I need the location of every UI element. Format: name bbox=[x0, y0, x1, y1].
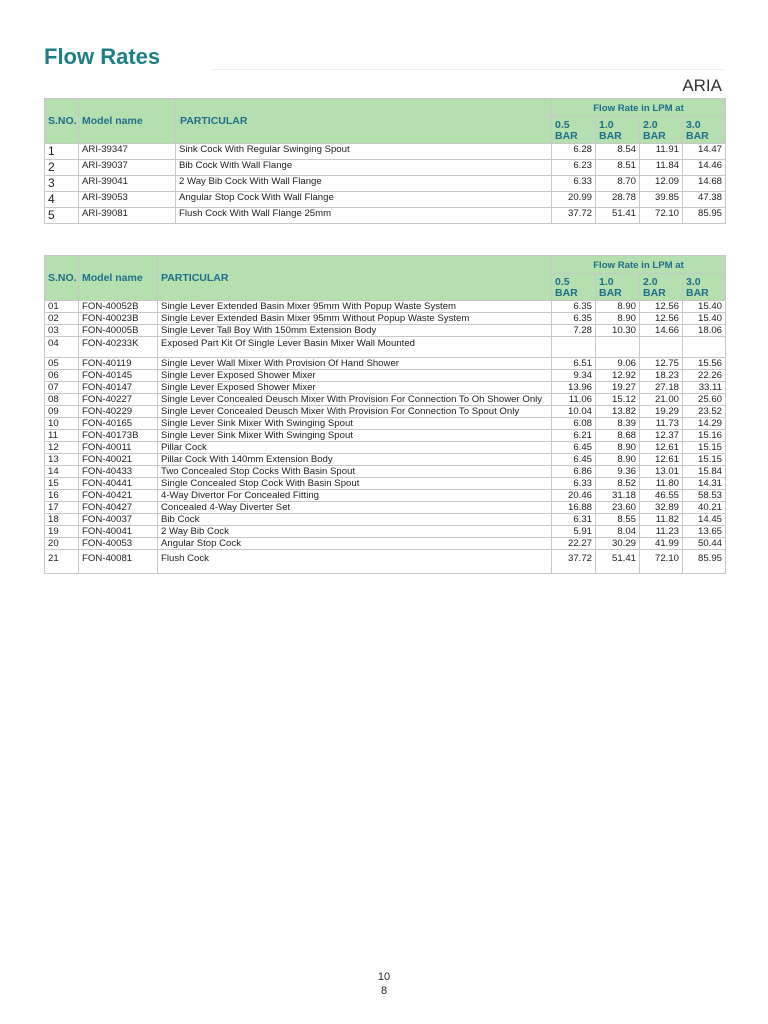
table-row bbox=[45, 430, 726, 442]
cell-flow-0-5-bar: 20.99 bbox=[552, 192, 596, 208]
cell-model-name: FON-40229 bbox=[79, 406, 158, 418]
cell-model-name: FON-40053 bbox=[79, 538, 158, 550]
cell-flow-2-0-bar: 12.56 bbox=[640, 301, 683, 313]
table-row bbox=[45, 466, 726, 478]
cell-flow-1-0-bar: 13.82 bbox=[596, 406, 640, 418]
cell-model-name: ARI-39041 bbox=[79, 176, 176, 192]
cell-model-name: FON-40052B bbox=[79, 301, 158, 313]
table-row bbox=[45, 192, 726, 208]
cell-sno: 3 bbox=[45, 176, 79, 192]
cell-sno: 1 bbox=[45, 144, 79, 160]
cell-model-name: ARI-39081 bbox=[79, 208, 176, 224]
cell-particular: Single Lever Sink Mixer With Swinging Spout bbox=[158, 430, 552, 442]
cell-flow-2-0-bar: 27.18 bbox=[640, 382, 683, 394]
cell-flow-0-5-bar: 6.23 bbox=[552, 160, 596, 176]
cell-flow-0-5-bar: 6.35 bbox=[552, 313, 596, 325]
cell-model-name: FON-40433 bbox=[79, 466, 158, 478]
header-bar-2-0: 2.0 BAR bbox=[640, 274, 683, 301]
cell-flow-0-5-bar: 6.45 bbox=[552, 442, 596, 454]
table-row bbox=[45, 502, 726, 514]
cell-flow-1-0-bar: 10.30 bbox=[596, 325, 640, 337]
cell-flow-0-5-bar: 6.21 bbox=[552, 430, 596, 442]
cell-model-name: FON-40441 bbox=[79, 478, 158, 490]
cell-flow-0-5-bar: 11.06 bbox=[552, 394, 596, 406]
cell-flow-2-0-bar: 11.84 bbox=[640, 160, 683, 176]
cell-flow-1-0-bar: 23.60 bbox=[596, 502, 640, 514]
cell-flow-2-0-bar: 21.00 bbox=[640, 394, 683, 406]
cell-flow-0-5-bar: 6.33 bbox=[552, 176, 596, 192]
header-particular: PARTICULAR bbox=[176, 99, 552, 144]
table-row bbox=[45, 358, 726, 370]
cell-flow-1-0-bar: 30.29 bbox=[596, 538, 640, 550]
cell-flow-3-0-bar: 15.15 bbox=[683, 454, 726, 466]
cell-flow-0-5-bar: 16.88 bbox=[552, 502, 596, 514]
cell-flow-2-0-bar: 72.10 bbox=[640, 208, 683, 224]
header-model-name: Model name bbox=[79, 256, 158, 301]
cell-flow-3-0-bar: 14.29 bbox=[683, 418, 726, 430]
cell-particular: Bib Cock bbox=[158, 514, 552, 526]
cell-flow-1-0-bar: 51.41 bbox=[596, 208, 640, 224]
cell-flow-3-0-bar: 22.26 bbox=[683, 370, 726, 382]
header-particular: PARTICULAR bbox=[158, 256, 552, 301]
cell-model-name: FON-40037 bbox=[79, 514, 158, 526]
cell-sno: 16 bbox=[45, 490, 79, 502]
cell-flow-3-0-bar: 47.38 bbox=[683, 192, 726, 208]
cell-flow-2-0-bar: 12.75 bbox=[640, 358, 683, 370]
cell-particular: 4-Way Divertor For Concealed Fitting bbox=[158, 490, 552, 502]
cell-flow-0-5-bar bbox=[552, 337, 596, 358]
cell-flow-3-0-bar: 14.31 bbox=[683, 478, 726, 490]
cell-flow-2-0-bar: 46.55 bbox=[640, 490, 683, 502]
table-row bbox=[45, 454, 726, 466]
cell-flow-1-0-bar bbox=[596, 337, 640, 358]
cell-flow-1-0-bar: 8.90 bbox=[596, 454, 640, 466]
cell-sno: 04 bbox=[45, 337, 79, 358]
cell-particular: Sink Cock With Regular Swinging Spout bbox=[176, 144, 552, 160]
table-row bbox=[45, 337, 726, 358]
cell-flow-1-0-bar: 15.12 bbox=[596, 394, 640, 406]
cell-flow-0-5-bar: 6.86 bbox=[552, 466, 596, 478]
table-row bbox=[45, 550, 726, 574]
cell-flow-2-0-bar: 12.61 bbox=[640, 442, 683, 454]
cell-model-name: FON-40173B bbox=[79, 430, 158, 442]
cell-sno: 20 bbox=[45, 538, 79, 550]
header-bar-0-5: 0.5 BAR bbox=[552, 274, 596, 301]
cell-sno: 08 bbox=[45, 394, 79, 406]
header-bar-2-0: 2.0 BAR bbox=[640, 117, 683, 144]
cell-flow-0-5-bar: 6.28 bbox=[552, 144, 596, 160]
cell-flow-2-0-bar: 12.56 bbox=[640, 313, 683, 325]
cell-flow-0-5-bar: 20.46 bbox=[552, 490, 596, 502]
cell-flow-3-0-bar: 85.95 bbox=[683, 208, 726, 224]
cell-flow-2-0-bar: 12.37 bbox=[640, 430, 683, 442]
cell-particular: Single Lever Sink Mixer With Swinging Spout bbox=[158, 418, 552, 430]
cell-flow-1-0-bar: 8.90 bbox=[596, 301, 640, 313]
cell-flow-0-5-bar: 6.08 bbox=[552, 418, 596, 430]
page-title: Flow Rates bbox=[44, 44, 161, 69]
cell-flow-1-0-bar: 8.51 bbox=[596, 160, 640, 176]
cell-sno: 09 bbox=[45, 406, 79, 418]
cell-flow-1-0-bar: 19.27 bbox=[596, 382, 640, 394]
cell-sno: 2 bbox=[45, 160, 79, 176]
cell-flow-0-5-bar: 6.51 bbox=[552, 358, 596, 370]
cell-flow-3-0-bar: 58.53 bbox=[683, 490, 726, 502]
cell-flow-0-5-bar: 9.34 bbox=[552, 370, 596, 382]
cell-flow-2-0-bar: 32.89 bbox=[640, 502, 683, 514]
cell-flow-2-0-bar: 72.10 bbox=[640, 550, 683, 574]
cell-flow-3-0-bar bbox=[683, 337, 726, 358]
cell-model-name: FON-40147 bbox=[79, 382, 158, 394]
cell-sno: 5 bbox=[45, 208, 79, 224]
table-row bbox=[45, 526, 726, 538]
cell-model-name: FON-40233K bbox=[79, 337, 158, 358]
cell-flow-0-5-bar: 13.96 bbox=[552, 382, 596, 394]
cell-model-name: ARI-39053 bbox=[79, 192, 176, 208]
page-number-line-1: 10 bbox=[377, 971, 391, 983]
cell-particular: Bib Cock With Wall Flange bbox=[176, 160, 552, 176]
cell-flow-3-0-bar: 85.95 bbox=[683, 550, 726, 574]
cell-flow-1-0-bar: 28.78 bbox=[596, 192, 640, 208]
header-sno: S.NO. bbox=[45, 99, 79, 144]
table-row bbox=[45, 478, 726, 490]
cell-flow-3-0-bar: 14.68 bbox=[683, 176, 726, 192]
cell-particular: Single Lever Wall Mixer With Provision Of Hand Shower bbox=[158, 358, 552, 370]
cell-flow-2-0-bar: 11.82 bbox=[640, 514, 683, 526]
cell-flow-1-0-bar: 8.54 bbox=[596, 144, 640, 160]
cell-flow-2-0-bar: 18.23 bbox=[640, 370, 683, 382]
cell-flow-1-0-bar: 8.04 bbox=[596, 526, 640, 538]
table-row bbox=[45, 176, 726, 192]
cell-sno: 13 bbox=[45, 454, 79, 466]
table-row bbox=[45, 160, 726, 176]
cell-flow-2-0-bar: 12.09 bbox=[640, 176, 683, 192]
cell-flow-1-0-bar: 8.70 bbox=[596, 176, 640, 192]
cell-flow-3-0-bar: 14.46 bbox=[683, 160, 726, 176]
cell-sno: 06 bbox=[45, 370, 79, 382]
cell-sno: 11 bbox=[45, 430, 79, 442]
header-flow-rate-group: Flow Rate in LPM at bbox=[552, 99, 726, 117]
cell-flow-3-0-bar: 15.16 bbox=[683, 430, 726, 442]
cell-particular: Pillar Cock With 140mm Extension Body bbox=[158, 454, 552, 466]
cell-flow-1-0-bar: 8.68 bbox=[596, 430, 640, 442]
cell-particular: Single Lever Extended Basin Mixer 95mm Without Popup Waste System bbox=[158, 313, 552, 325]
cell-flow-3-0-bar: 50.44 bbox=[683, 538, 726, 550]
cell-sno: 21 bbox=[45, 550, 79, 574]
cell-flow-3-0-bar: 33.11 bbox=[683, 382, 726, 394]
table-row bbox=[45, 301, 726, 313]
cell-particular: Flush Cock With Wall Flange 25mm bbox=[176, 208, 552, 224]
cell-flow-0-5-bar: 7.28 bbox=[552, 325, 596, 337]
cell-sno: 15 bbox=[45, 478, 79, 490]
cell-particular: Single Lever Extended Basin Mixer 95mm With Popup Waste System bbox=[158, 301, 552, 313]
table-row bbox=[45, 144, 726, 160]
cell-particular: Concealed 4-Way Diverter Set bbox=[158, 502, 552, 514]
cell-flow-2-0-bar: 19.29 bbox=[640, 406, 683, 418]
cell-flow-0-5-bar: 10.04 bbox=[552, 406, 596, 418]
cell-particular: Two Concealed Stop Cocks With Basin Spout bbox=[158, 466, 552, 478]
cell-sno: 03 bbox=[45, 325, 79, 337]
header-sno: S.NO. bbox=[45, 256, 79, 301]
cell-model-name: FON-40119 bbox=[79, 358, 158, 370]
cell-sno: 05 bbox=[45, 358, 79, 370]
cell-flow-1-0-bar: 31.18 bbox=[596, 490, 640, 502]
header-flow-rate-group: Flow Rate in LPM at bbox=[552, 256, 726, 274]
cell-model-name: FON-40427 bbox=[79, 502, 158, 514]
cell-particular: Flush Cock bbox=[158, 550, 552, 574]
cell-flow-1-0-bar: 8.90 bbox=[596, 313, 640, 325]
cell-flow-1-0-bar: 9.06 bbox=[596, 358, 640, 370]
cell-particular: Single Lever Exposed Shower Mixer bbox=[158, 370, 552, 382]
cell-flow-1-0-bar: 8.55 bbox=[596, 514, 640, 526]
cell-model-name: FON-40041 bbox=[79, 526, 158, 538]
table-row bbox=[45, 406, 726, 418]
cell-flow-3-0-bar: 18.06 bbox=[683, 325, 726, 337]
cell-sno: 17 bbox=[45, 502, 79, 514]
table-row bbox=[45, 442, 726, 454]
cell-flow-3-0-bar: 15.84 bbox=[683, 466, 726, 478]
cell-particular: Single Lever Concealed Deusch Mixer With Provision For Connection To Oh Shower Only bbox=[158, 394, 552, 406]
table-row bbox=[45, 382, 726, 394]
cell-particular: Single Concealed Stop Cock With Basin Spout bbox=[158, 478, 552, 490]
page-number bbox=[0, 970, 768, 998]
cell-sno: 4 bbox=[45, 192, 79, 208]
cell-flow-1-0-bar: 8.52 bbox=[596, 478, 640, 490]
cell-flow-0-5-bar: 6.33 bbox=[552, 478, 596, 490]
cell-particular: Single Lever Concealed Deusch Mixer With Provision For Connection To Spout Only bbox=[158, 406, 552, 418]
table-row bbox=[45, 538, 726, 550]
aria-flow-table bbox=[44, 98, 726, 224]
header-bar-1-0: 1.0 BAR bbox=[596, 117, 640, 144]
cell-flow-1-0-bar: 12.92 bbox=[596, 370, 640, 382]
cell-flow-3-0-bar: 23.52 bbox=[683, 406, 726, 418]
cell-flow-2-0-bar: 41.99 bbox=[640, 538, 683, 550]
cell-flow-3-0-bar: 13.65 bbox=[683, 526, 726, 538]
cell-flow-2-0-bar: 11.80 bbox=[640, 478, 683, 490]
cell-flow-2-0-bar: 39.85 bbox=[640, 192, 683, 208]
cell-flow-1-0-bar: 51.41 bbox=[596, 550, 640, 574]
cell-model-name: FON-40081 bbox=[79, 550, 158, 574]
header-model-name: Model name bbox=[79, 99, 176, 144]
cell-flow-2-0-bar: 11.73 bbox=[640, 418, 683, 430]
cell-particular: Single Lever Exposed Shower Mixer bbox=[158, 382, 552, 394]
cell-particular: 2 Way Bib Cock With Wall Flange bbox=[176, 176, 552, 192]
cell-model-name: FON-40421 bbox=[79, 490, 158, 502]
table-row bbox=[45, 490, 726, 502]
table-row bbox=[45, 514, 726, 526]
cell-model-name: FON-40165 bbox=[79, 418, 158, 430]
cell-flow-0-5-bar: 5.91 bbox=[552, 526, 596, 538]
cell-flow-3-0-bar: 15.15 bbox=[683, 442, 726, 454]
table-row bbox=[45, 394, 726, 406]
cell-flow-3-0-bar: 25.60 bbox=[683, 394, 726, 406]
cell-model-name: FON-40227 bbox=[79, 394, 158, 406]
cell-particular: Angular Stop Cock bbox=[158, 538, 552, 550]
cell-flow-3-0-bar: 14.45 bbox=[683, 514, 726, 526]
cell-model-name: ARI-39347 bbox=[79, 144, 176, 160]
cell-model-name: FON-40145 bbox=[79, 370, 158, 382]
header-bar-3-0: 3.0 BAR bbox=[683, 274, 726, 301]
table-row bbox=[45, 208, 726, 224]
cell-particular: Exposed Part Kit Of Single Lever Basin Mixer Wall Mounted bbox=[158, 337, 552, 358]
cell-particular: Angular Stop Cock With Wall Flange bbox=[176, 192, 552, 208]
cell-sno: 14 bbox=[45, 466, 79, 478]
cell-flow-2-0-bar: 13.01 bbox=[640, 466, 683, 478]
cell-particular: 2 Way Bib Cock bbox=[158, 526, 552, 538]
cell-flow-0-5-bar: 6.45 bbox=[552, 454, 596, 466]
cell-flow-2-0-bar: 14.66 bbox=[640, 325, 683, 337]
cell-flow-2-0-bar: 11.23 bbox=[640, 526, 683, 538]
cell-flow-2-0-bar: 12.61 bbox=[640, 454, 683, 466]
cell-flow-2-0-bar: 11.91 bbox=[640, 144, 683, 160]
cell-flow-0-5-bar: 6.35 bbox=[552, 301, 596, 313]
cell-flow-3-0-bar: 15.56 bbox=[683, 358, 726, 370]
page-number-line-2: 8 bbox=[380, 985, 388, 997]
cell-sno: 10 bbox=[45, 418, 79, 430]
table-row bbox=[45, 418, 726, 430]
title-divider bbox=[212, 69, 724, 70]
cell-flow-0-5-bar: 22.27 bbox=[552, 538, 596, 550]
cell-flow-0-5-bar: 37.72 bbox=[552, 550, 596, 574]
cell-sno: 01 bbox=[45, 301, 79, 313]
header-bar-1-0: 1.0 BAR bbox=[596, 274, 640, 301]
header-bar-0-5: 0.5 BAR bbox=[552, 117, 596, 144]
cell-flow-0-5-bar: 6.31 bbox=[552, 514, 596, 526]
cell-flow-3-0-bar: 14.47 bbox=[683, 144, 726, 160]
cell-flow-3-0-bar: 40.21 bbox=[683, 502, 726, 514]
cell-particular: Pillar Cock bbox=[158, 442, 552, 454]
cell-sno: 07 bbox=[45, 382, 79, 394]
fon-flow-table bbox=[44, 255, 726, 574]
cell-sno: 12 bbox=[45, 442, 79, 454]
cell-model-name: FON-40021 bbox=[79, 454, 158, 466]
cell-flow-0-5-bar: 37.72 bbox=[552, 208, 596, 224]
fon-table-body bbox=[45, 301, 726, 574]
brand-label: ARIA bbox=[682, 76, 722, 95]
cell-flow-1-0-bar: 9.36 bbox=[596, 466, 640, 478]
cell-flow-3-0-bar: 15.40 bbox=[683, 301, 726, 313]
cell-model-name: FON-40011 bbox=[79, 442, 158, 454]
cell-sno: 19 bbox=[45, 526, 79, 538]
cell-particular: Single Lever Tall Boy With 150mm Extension Body bbox=[158, 325, 552, 337]
cell-flow-1-0-bar: 8.90 bbox=[596, 442, 640, 454]
table-row bbox=[45, 313, 726, 325]
header-bar-3-0: 3.0 BAR bbox=[683, 117, 726, 144]
cell-flow-3-0-bar: 15.40 bbox=[683, 313, 726, 325]
table-row bbox=[45, 370, 726, 382]
cell-sno: 02 bbox=[45, 313, 79, 325]
cell-flow-1-0-bar: 8.39 bbox=[596, 418, 640, 430]
cell-model-name: ARI-39037 bbox=[79, 160, 176, 176]
cell-model-name: FON-40005B bbox=[79, 325, 158, 337]
cell-sno: 18 bbox=[45, 514, 79, 526]
cell-model-name: FON-40023B bbox=[79, 313, 158, 325]
aria-table-body bbox=[45, 144, 726, 224]
cell-flow-2-0-bar bbox=[640, 337, 683, 358]
table-row bbox=[45, 325, 726, 337]
